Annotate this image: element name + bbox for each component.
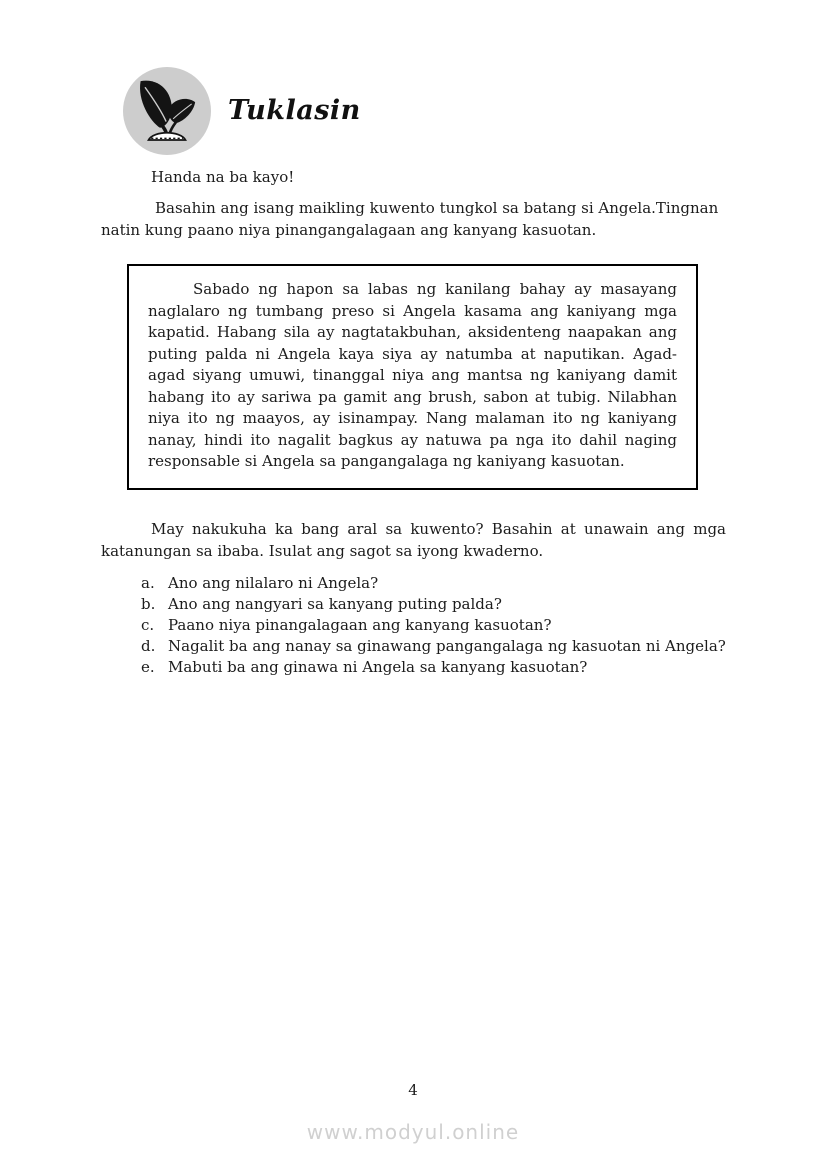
questions-intro: May nakukuha ka bang aral sa kuwento? Basahin at unawain ang mga katanungan sa ibaba. Isulat ang sagot sa iyong kwaderno.: [101, 519, 726, 560]
question-text: Ano ang nilalaro ni Angela?: [168, 573, 379, 592]
tuklasin-badge: [123, 67, 211, 155]
question-letter: b.: [141, 594, 156, 613]
question-text: Paano niya pinangalagaan ang kanyang kasuotan?: [168, 615, 552, 634]
question-item: [141, 657, 726, 678]
page-number: 4: [408, 1081, 418, 1099]
questions-list: [101, 573, 726, 678]
story-text: Sabado ng hapon sa labas ng kanilang bahay ay masayang naglalaro ng tumbang preso si Angela kasama ang kaniyang mga kapatid. Habang sila ay nagtatakbuhan, aksidenteng naapakan ang puting palda ni Angela kaya siya ay natumba at naputikan. Agad-agad siyang umuwi, tinanggal niya ang mantsa ng kaniyang damit habang ito ay sariwa pa gamit ang brush, sabon at tubig. Nilabhan niya ito ng maayos, ay isinampay. Nang malaman ito ng kaniyang nanay, hindi ito nagalit bagkus ay natuwa pa nga ito dahil naging responsable si Angela sa pangangalaga ng kaniyang kasuotan.: [148, 280, 677, 470]
watermark: www.modyul.online: [306, 1120, 520, 1144]
question-item: [141, 573, 726, 594]
question-text: Mabuti ba ang ginawa ni Angela sa kanyang kasuotan?: [168, 657, 588, 676]
intro-paragraph: Basahin ang isang maikling kuwento tungkol sa batang si Angela.Tingnan natin kung paano niya pinangangalagaan ang kanyang kasuotan.: [101, 199, 719, 239]
question-item: [141, 615, 726, 636]
question-letter: e.: [141, 657, 155, 676]
question-letter: c.: [141, 615, 155, 634]
question-text: Nagalit ba ang nanay sa ginawang pangangalaga ng kasuotan ni Angela?: [168, 636, 726, 655]
ready-text: Handa na ba kayo!: [151, 168, 295, 186]
question-letter: d.: [141, 636, 156, 655]
seedling-icon: [123, 67, 211, 155]
question-letter: a.: [141, 573, 155, 592]
page-content: [101, 166, 726, 678]
question-text: Ano ang nangyari sa kanyang puting palda?: [168, 594, 502, 613]
question-item: [141, 636, 726, 657]
story-box: [127, 264, 698, 490]
question-item: [141, 594, 726, 615]
section-title: Tuklasin: [228, 95, 361, 126]
